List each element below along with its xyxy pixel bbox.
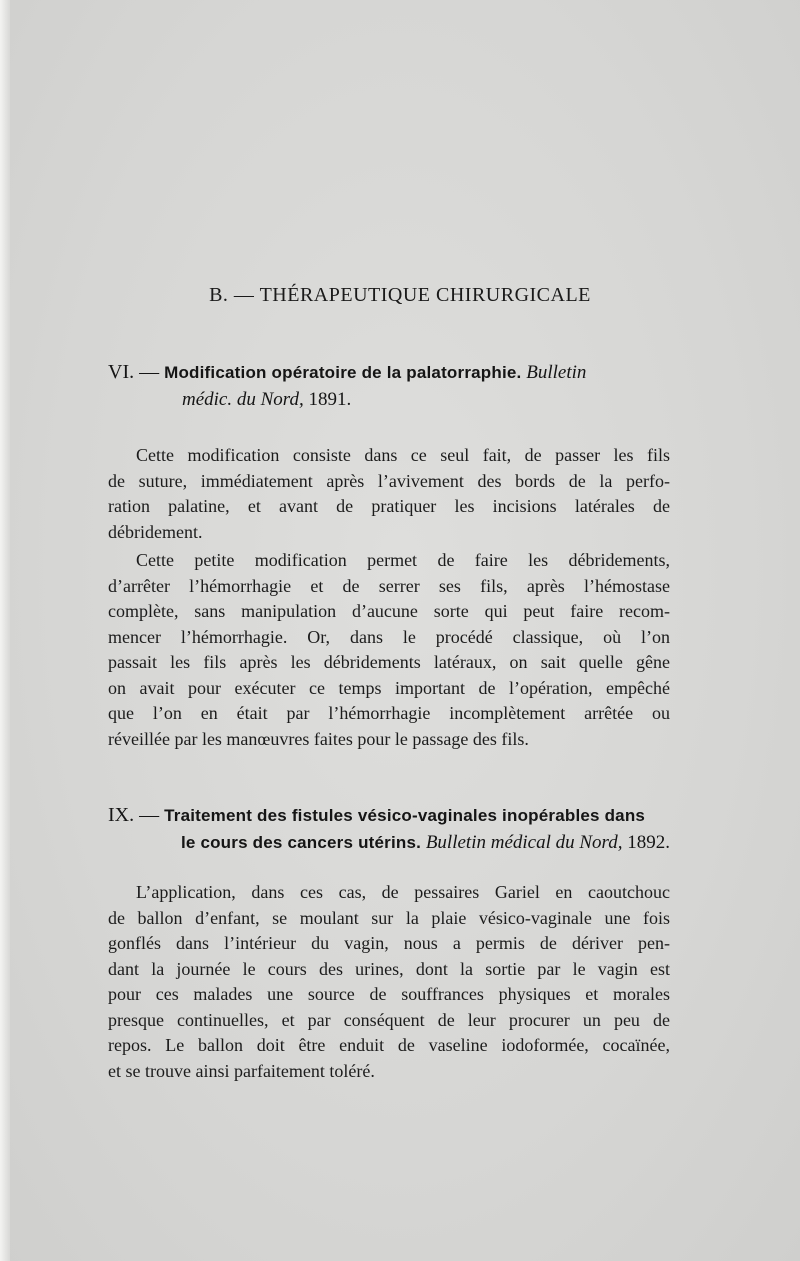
text-line: et se trouve ainsi parfaitement toléré. bbox=[108, 1060, 375, 1081]
paragraph-1 bbox=[108, 443, 670, 545]
text-line: réveillée par les manœuvres faites pour le passage des fils. bbox=[108, 728, 529, 749]
text-line: repos. Le ballon doit être enduit de vaseline iodoformée, cocaïnée, bbox=[108, 1035, 670, 1055]
text-line: que l’on en était par l’hémorrhagie incomplètement arrêtée ou bbox=[108, 703, 670, 723]
text-line: dant la journée le cours des urines, dont la sortie par le vagin est bbox=[108, 958, 670, 979]
entry-vi-heading bbox=[108, 359, 670, 413]
entry-vi-year: 1891. bbox=[308, 389, 352, 410]
text-line: mencer l’hémorrhagie. Or, dans le procédé classique, où l’on bbox=[108, 626, 670, 647]
entry-ix-citation-line bbox=[108, 829, 670, 856]
entry-ix-source: Bulletin médical du Nord, bbox=[425, 832, 623, 853]
text-line: de ballon d’enfant, se moulant sur la plaie vésico-vaginale une fois bbox=[108, 907, 670, 928]
text-line: d’arrêter l’hémorrhagie et de serrer ses fils, après l’hémostase bbox=[108, 575, 670, 596]
entry-ix-year: 1892. bbox=[627, 832, 670, 853]
entry-ix-title-1: Traitement des fistules vésico-vaginales inopérables dans bbox=[164, 806, 646, 825]
entry-vi-source-1: Bulletin bbox=[526, 362, 587, 383]
entry-ix-number: IX. — bbox=[108, 804, 165, 826]
entry-vi-title: Modification opératoire de la palatorraphie. bbox=[164, 363, 522, 382]
paragraph-3 bbox=[108, 880, 670, 1084]
text-line: Cette petite modification permet de faire les débridements, bbox=[136, 550, 670, 570]
text-line: presque continuelles, et par conséquent de leur procurer un peu de bbox=[108, 1009, 670, 1030]
text-line: passait les fils après les débridements latéraux, on sait quelle gêne bbox=[108, 652, 670, 672]
text-line: Cette modification consiste dans ce seul fait, de passer les fils bbox=[136, 445, 670, 465]
entry-ix-title-2: le cours des cancers utérins. bbox=[180, 833, 422, 852]
entry-vi-citation-line bbox=[108, 386, 670, 413]
paragraph-2 bbox=[108, 548, 670, 752]
entry-vi-source-2: médic. du Nord, bbox=[182, 389, 304, 410]
text-line: L’application, dans ces cas, de pessaires Gariel en caoutchouc bbox=[136, 882, 670, 902]
entry-vi-number: VI. — bbox=[108, 361, 165, 383]
section-title: B. — THÉRAPEUTIQUE CHIRURGICALE bbox=[209, 284, 591, 306]
entry-ix-heading bbox=[108, 802, 670, 856]
text-line: ration palatine, et avant de pratiquer les incisions latérales de bbox=[108, 496, 670, 516]
text-line: complète, sans manipulation d’aucune sorte qui peut faire recom- bbox=[108, 601, 670, 621]
text-line: pour ces malades une source de souffrances physiques et morales bbox=[108, 984, 670, 1004]
text-line: gonflés dans l’intérieur du vagin, nous a permis de dériver pen- bbox=[108, 933, 670, 953]
text-line: débridement. bbox=[108, 521, 203, 542]
text-line: on avait pour exécuter ce temps important de l’opération, empêché bbox=[108, 677, 670, 698]
text-line: de suture, immédiatement après l’avivement des bords de la perfo- bbox=[108, 470, 670, 491]
page-edge bbox=[0, 0, 10, 1261]
